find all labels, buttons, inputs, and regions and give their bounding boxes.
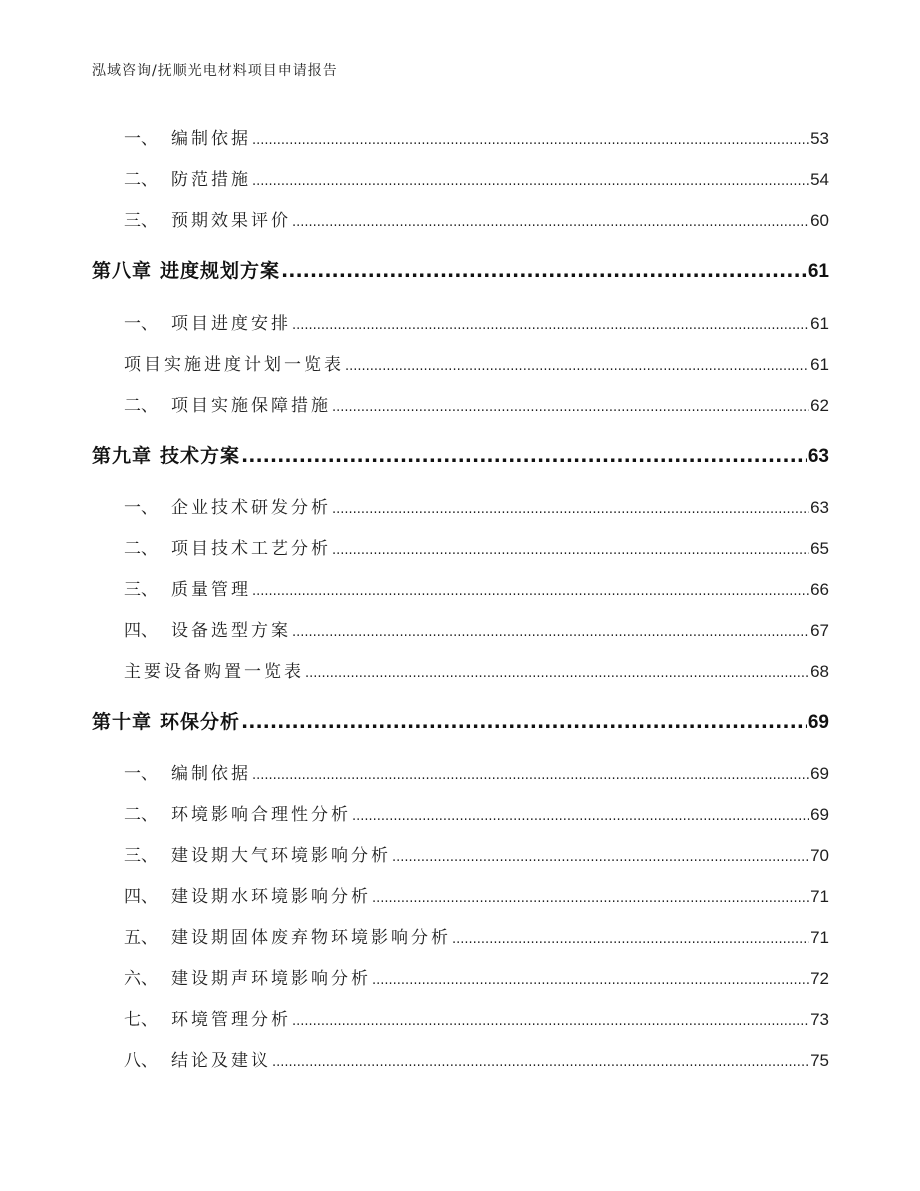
toc-entry[interactable] — [124, 616, 829, 641]
toc-entry-number: 二、 — [124, 805, 158, 825]
toc-chapter-page: 63 — [807, 446, 829, 467]
toc-entry[interactable] — [124, 759, 829, 784]
toc-entry[interactable] — [124, 493, 829, 518]
toc-entry-number: 六、 — [124, 969, 158, 989]
dot-leader — [332, 396, 809, 416]
toc-entry-text: 编制依据 — [171, 129, 251, 149]
toc-entry[interactable] — [124, 964, 829, 989]
toc-chapter-entry[interactable] — [92, 707, 829, 734]
toc-entry-number: 五、 — [124, 928, 158, 948]
toc-entry-title — [124, 391, 331, 416]
toc-entry-title — [124, 657, 304, 682]
toc-entry-number: 三、 — [124, 580, 158, 600]
toc-entry-text: 项目进度安排 — [171, 314, 291, 334]
toc-chapter-title — [92, 441, 240, 468]
toc-entry-text: 设备选型方案 — [171, 621, 291, 641]
toc-entry[interactable] — [124, 882, 829, 907]
toc-entry-title — [124, 165, 251, 190]
toc-entry-text: 项目技术工艺分析 — [171, 539, 331, 559]
toc-entry-text: 主要设备购置一览表 — [124, 662, 304, 682]
dot-leader — [241, 711, 807, 733]
dot-leader — [292, 211, 809, 231]
toc-entry[interactable] — [124, 575, 829, 600]
toc-entry-page: 68 — [810, 662, 829, 681]
toc-entry-number: 二、 — [124, 170, 158, 190]
toc-entry[interactable] — [124, 391, 829, 416]
toc-entry-page: 73 — [810, 1010, 829, 1029]
toc-entry[interactable] — [124, 800, 829, 825]
toc-chapter-entry[interactable] — [92, 256, 829, 283]
toc-entry-number: 八、 — [124, 1051, 158, 1071]
toc-entry-text: 建设期水环境影响分析 — [171, 887, 371, 907]
toc-entry-title — [124, 309, 291, 334]
dot-leader — [292, 1010, 809, 1030]
toc-entry-title — [124, 124, 251, 149]
toc-entry-title — [124, 759, 251, 784]
toc-entry-number: 一、 — [124, 129, 158, 149]
toc-entry-title — [124, 575, 251, 600]
toc-entry-title — [124, 493, 331, 518]
toc-entry-page: 72 — [810, 969, 829, 988]
toc-entry-title — [124, 350, 344, 375]
toc-entry-page: 67 — [810, 621, 829, 640]
toc-entry-page: 63 — [810, 498, 829, 517]
toc-entry[interactable] — [124, 841, 829, 866]
dot-leader — [372, 969, 809, 989]
toc-entry-title — [124, 882, 371, 907]
toc-chapter-page: 61 — [807, 261, 829, 282]
toc-entry-page: 69 — [810, 805, 829, 824]
toc-entry-page: 66 — [810, 580, 829, 599]
toc-entry-title — [124, 616, 291, 641]
toc-entry-number: 三、 — [124, 211, 158, 231]
toc-entry-page: 61 — [810, 314, 829, 333]
toc-entry-number: 四、 — [124, 621, 158, 641]
toc-entry[interactable] — [124, 309, 829, 334]
toc-entry-text: 建设期声环境影响分析 — [171, 969, 371, 989]
toc-entry-number: 二、 — [124, 396, 158, 416]
toc-entry-title — [124, 534, 331, 559]
toc-chapter-number: 第十章 — [92, 711, 153, 733]
toc-entry-title — [124, 841, 391, 866]
dot-leader — [345, 355, 809, 375]
dot-leader — [332, 539, 809, 559]
dot-leader — [241, 445, 807, 467]
toc-entry-title — [124, 1005, 291, 1030]
toc-entry-page: 61 — [810, 355, 829, 374]
toc-entry-title — [124, 1046, 271, 1071]
toc-entry-text: 防范措施 — [171, 170, 251, 190]
toc-entry[interactable] — [124, 923, 829, 948]
dot-leader — [305, 662, 809, 682]
toc-chapter-title — [92, 256, 280, 283]
toc-entry-page: 75 — [810, 1051, 829, 1070]
toc-entry[interactable] — [124, 124, 829, 149]
dot-leader — [252, 129, 809, 149]
toc-chapter-text: 进度规划方案 — [160, 260, 281, 282]
toc-entry-text: 预期效果评价 — [171, 211, 291, 231]
toc-entry-number: 七、 — [124, 1010, 158, 1030]
toc-entry-page: 53 — [810, 129, 829, 148]
toc-chapter-title — [92, 707, 240, 734]
dot-leader — [281, 260, 807, 282]
toc-entry[interactable] — [124, 350, 829, 375]
toc-entry-text: 项目实施保障措施 — [171, 396, 331, 416]
dot-leader — [292, 314, 809, 334]
toc-chapter-page: 69 — [807, 712, 829, 733]
toc-entry-page: 62 — [810, 396, 829, 415]
toc-entry-title — [124, 206, 291, 231]
toc-entry-page: 71 — [810, 928, 829, 947]
toc-entry-page: 71 — [810, 887, 829, 906]
toc-entry-page: 60 — [810, 211, 829, 230]
toc-entry-text: 环境影响合理性分析 — [171, 805, 351, 825]
toc-entry-number: 二、 — [124, 539, 158, 559]
toc-entry[interactable] — [124, 534, 829, 559]
toc-entry-number: 三、 — [124, 846, 158, 866]
dot-leader — [252, 580, 809, 600]
toc-entry[interactable] — [124, 206, 829, 231]
toc-entry-text: 环境管理分析 — [171, 1010, 291, 1030]
toc-chapter-text: 环保分析 — [160, 711, 241, 733]
toc-chapter-text: 技术方案 — [160, 445, 241, 467]
dot-leader — [352, 805, 809, 825]
toc-entry-page: 70 — [810, 846, 829, 865]
toc-entry-title — [124, 964, 371, 989]
page-header: 泓域咨询/抚顺光电材料项目申请报告 — [92, 63, 338, 79]
dot-leader — [392, 846, 809, 866]
toc-entry-text: 建设期固体废弃物环境影响分析 — [171, 928, 451, 948]
toc-entry-number: 一、 — [124, 498, 158, 518]
toc-chapter-entry[interactable] — [92, 441, 829, 468]
toc-entry-page: 54 — [810, 170, 829, 189]
dot-leader — [272, 1051, 809, 1071]
toc-entry-text: 质量管理 — [171, 580, 251, 600]
dot-leader — [292, 621, 809, 641]
toc-entry-title — [124, 923, 451, 948]
toc-entry-text: 项目实施进度计划一览表 — [124, 355, 344, 375]
toc-chapter-number: 第八章 — [92, 260, 153, 282]
dot-leader — [252, 170, 809, 190]
toc-entry-page: 69 — [810, 764, 829, 783]
toc-entry-page: 65 — [810, 539, 829, 558]
dot-leader — [332, 498, 809, 518]
toc-entry-number: 一、 — [124, 314, 158, 334]
toc-entry-text: 结论及建议 — [171, 1051, 271, 1071]
toc-entry-number: 四、 — [124, 887, 158, 907]
toc-entry-text: 编制依据 — [171, 764, 251, 784]
toc-entry-text: 企业技术研发分析 — [171, 498, 331, 518]
toc-entry[interactable] — [124, 165, 829, 190]
toc-entry[interactable] — [124, 1046, 829, 1071]
toc-entry[interactable] — [124, 1005, 829, 1030]
dot-leader — [252, 764, 809, 784]
dot-leader — [452, 928, 809, 948]
toc-entry-text: 建设期大气环境影响分析 — [171, 846, 391, 866]
toc-entry[interactable] — [124, 657, 829, 682]
toc-entry-number: 一、 — [124, 764, 158, 784]
toc-chapter-number: 第九章 — [92, 445, 153, 467]
dot-leader — [372, 887, 809, 907]
toc-entry-title — [124, 800, 351, 825]
